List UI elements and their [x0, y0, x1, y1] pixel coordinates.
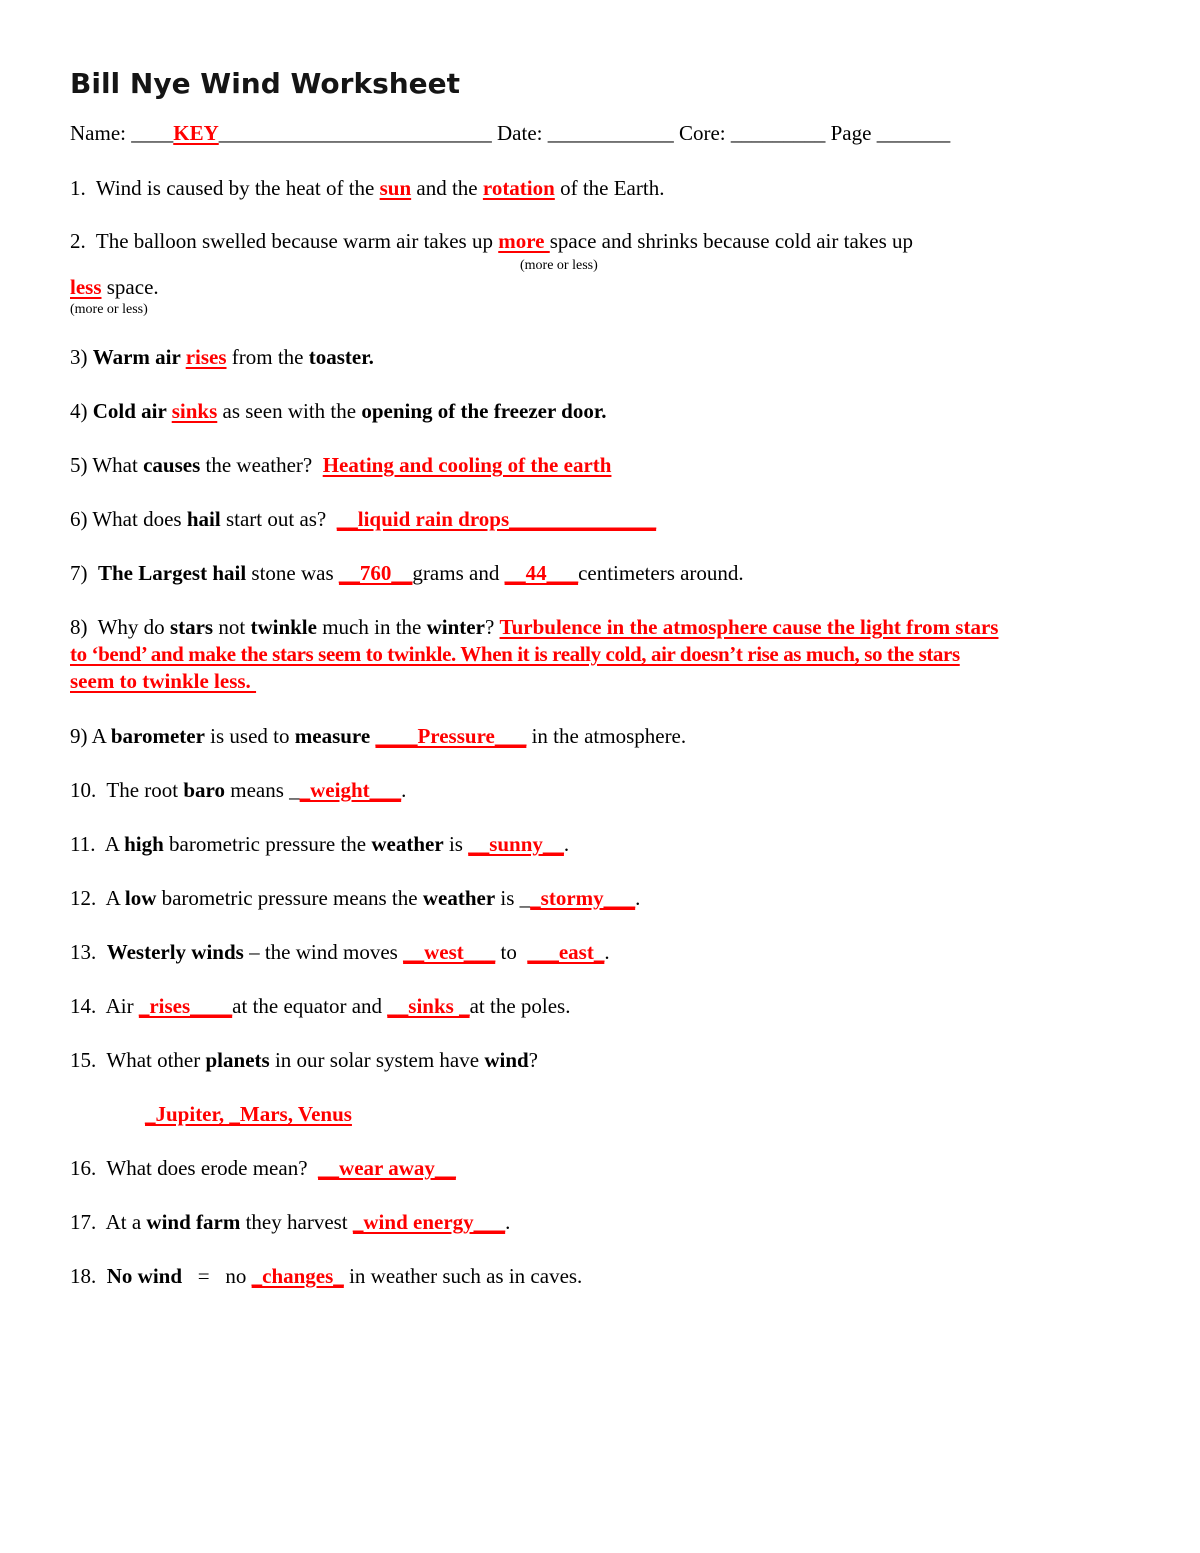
body-text: barometric pressure the: [163, 832, 372, 856]
emphasis-text: stars: [169, 615, 214, 639]
more-or-less-note-2: [70, 301, 1130, 318]
question-5: [70, 452, 1130, 479]
body-text: __________________________ Date: ____________ Core: _________ Page _______: [218, 121, 951, 145]
question-14: [70, 993, 1130, 1020]
answer-red-text: __760__: [338, 561, 413, 585]
body-text: grams and: [412, 561, 505, 585]
body-text: 15. What other: [70, 1048, 206, 1072]
question-3: [70, 344, 1130, 371]
question-13: [70, 939, 1130, 966]
emphasis-text: opening of the freezer door.: [361, 399, 607, 423]
body-text: 7): [70, 561, 98, 585]
answer-red-text: __sinks _: [387, 994, 470, 1018]
emphasis-text: No wind: [106, 1264, 183, 1288]
question-2-line-1: [70, 228, 1130, 255]
question-9: [70, 723, 1130, 750]
body-text: in weather such as in caves.: [343, 1264, 583, 1288]
body-text: is: [443, 832, 469, 856]
emphasis-text: Warm air: [92, 345, 186, 369]
answer-red-text: ___east_: [527, 940, 605, 964]
emphasis-text: weather: [422, 886, 496, 910]
body-text: .: [635, 886, 641, 910]
question-15: [70, 1047, 1130, 1074]
emphasis-text: baro: [183, 778, 225, 802]
body-text: to: [495, 940, 528, 964]
body-text: 3): [70, 345, 93, 369]
question-2-line-2: [70, 274, 1130, 301]
emphasis-text: planets: [205, 1048, 270, 1072]
body-text: 16. What does erode mean?: [70, 1156, 319, 1180]
answer-red-text: Turbulence in the atmosphere cause the light from stars: [499, 615, 999, 639]
question-17: [70, 1209, 1130, 1236]
body-text: start out as?: [220, 507, 337, 531]
emphasis-text: toaster.: [308, 345, 374, 369]
body-text: 18.: [70, 1264, 107, 1288]
emphasis-text: twinkle: [250, 615, 317, 639]
body-text: 14. Air: [70, 994, 139, 1018]
body-text: .: [401, 778, 407, 802]
body-text: 4): [70, 399, 93, 423]
question-18: [70, 1263, 1130, 1290]
answer-red-text: __wear away__: [318, 1156, 456, 1180]
body-text: = no: [182, 1264, 252, 1288]
answer-red-text: ____Pressure___: [375, 724, 527, 748]
body-text: 5) What: [70, 453, 144, 477]
body-text: .: [563, 832, 570, 856]
question-7: [70, 560, 1130, 587]
name-date-core-page-line: [70, 120, 1130, 147]
emphasis-text: Cold air: [92, 399, 172, 423]
answer-red-text: _weight___: [299, 778, 402, 802]
body-text: 13.: [70, 940, 107, 964]
answer-red-text: to ‘bend’ and make the stars seem to twinkle. When it is really cold, air doesn’t rise as much, so the stars: [70, 642, 960, 666]
body-text: at the poles.: [469, 994, 571, 1018]
body-text: 11. A: [70, 832, 125, 856]
body-text: 1. Wind is caused by the heat of the: [70, 176, 380, 200]
body-text: means _: [224, 778, 300, 802]
emphasis-text: weather: [371, 832, 444, 856]
answer-red-text: __sunny__: [468, 832, 564, 856]
answer-red-text: __44___: [504, 561, 579, 585]
answer-red-text: more: [498, 229, 550, 253]
body-text: ?: [528, 1048, 538, 1072]
question-8-line-3: [70, 668, 1130, 695]
body-text: ?: [484, 615, 500, 639]
emphasis-text: wind farm: [146, 1210, 241, 1234]
emphasis-text: barometer: [110, 724, 205, 748]
body-text: space and shrinks because cold air takes up: [549, 229, 914, 253]
body-text: is used to: [204, 724, 295, 748]
body-text: stone was: [246, 561, 339, 585]
answer-red-text: _wind energy___: [352, 1210, 506, 1234]
answer-red-text: _rises____: [138, 994, 233, 1018]
body-text: the weather?: [200, 453, 323, 477]
answer-red-text: sinks: [171, 399, 218, 423]
body-text: barometric pressure means the: [156, 886, 423, 910]
emphasis-text: Westerly winds: [106, 940, 244, 964]
body-text: is _: [495, 886, 531, 910]
more-or-less-note-1: [520, 257, 1130, 274]
emphasis-text: wind: [484, 1048, 529, 1072]
body-text: .: [505, 1210, 511, 1234]
body-text: not: [213, 615, 251, 639]
body-text: centimeters around.: [578, 561, 744, 585]
question-12: [70, 885, 1130, 912]
answer-red-text: rises: [185, 345, 227, 369]
body-text: and the: [411, 176, 483, 200]
body-text: much in the: [316, 615, 427, 639]
body-text: as seen with the: [217, 399, 362, 423]
body-text: 12. A: [70, 886, 125, 910]
emphasis-text: winter: [426, 615, 485, 639]
body-text: 9) A: [70, 724, 111, 748]
answer-red-text: __liquid rain drops______________: [336, 507, 657, 531]
body-text: 2. The balloon swelled because warm air takes up: [70, 229, 499, 253]
emphasis-text: The Largest hail: [98, 561, 247, 585]
answer-red-text: __west___: [403, 940, 496, 964]
emphasis-text: causes: [143, 453, 201, 477]
body-text: Name: ____: [70, 121, 174, 145]
question-10: [70, 777, 1130, 804]
answer-red-text: KEY: [173, 121, 219, 145]
question-11: [70, 831, 1130, 858]
body-text: 17. At a: [70, 1210, 147, 1234]
question-6: [70, 506, 1130, 533]
body-text: in our solar system have: [269, 1048, 485, 1072]
answer-red-text: _changes_: [251, 1264, 344, 1288]
question-4: [70, 398, 1130, 425]
answer-red-text: less: [70, 275, 102, 299]
body-text: – the wind moves: [243, 940, 404, 964]
page-title: Bill Nye Wind Worksheet: [70, 67, 461, 100]
body-text: (more or less): [70, 302, 148, 317]
body-text: from the: [226, 345, 309, 369]
answer-red-text: Heating and cooling of the earth: [322, 453, 612, 477]
question-1: [70, 175, 1130, 202]
answer-red-text: rotation: [482, 176, 555, 200]
body-text: 6) What does: [70, 507, 187, 531]
body-text: in the atmosphere.: [526, 724, 687, 748]
body-text: .: [604, 940, 610, 964]
body-text: 10. The root: [70, 778, 184, 802]
body-text: space.: [101, 275, 159, 299]
question-16: [70, 1155, 1130, 1182]
body-text: they harvest: [240, 1210, 353, 1234]
emphasis-text: low: [124, 886, 157, 910]
body-text: of the Earth.: [554, 176, 665, 200]
question-8-line-2: [70, 641, 1130, 668]
answer-red-text: _stormy___: [530, 886, 636, 910]
emphasis-text: hail: [186, 507, 221, 531]
body-text: (more or less): [520, 258, 598, 273]
question-8-line-1: [70, 614, 1130, 641]
body-text: 8) Why do: [70, 615, 170, 639]
answer-red-text: seem to twinkle less.: [70, 669, 257, 693]
emphasis-text: high: [124, 832, 164, 856]
emphasis-text: measure: [294, 724, 371, 748]
body-text: at the equator and: [232, 994, 388, 1018]
question-15-answer: [145, 1101, 1130, 1128]
answer-red-text: sun: [379, 176, 412, 200]
answer-red-text: _Jupiter, _Mars, Venus: [145, 1102, 352, 1126]
